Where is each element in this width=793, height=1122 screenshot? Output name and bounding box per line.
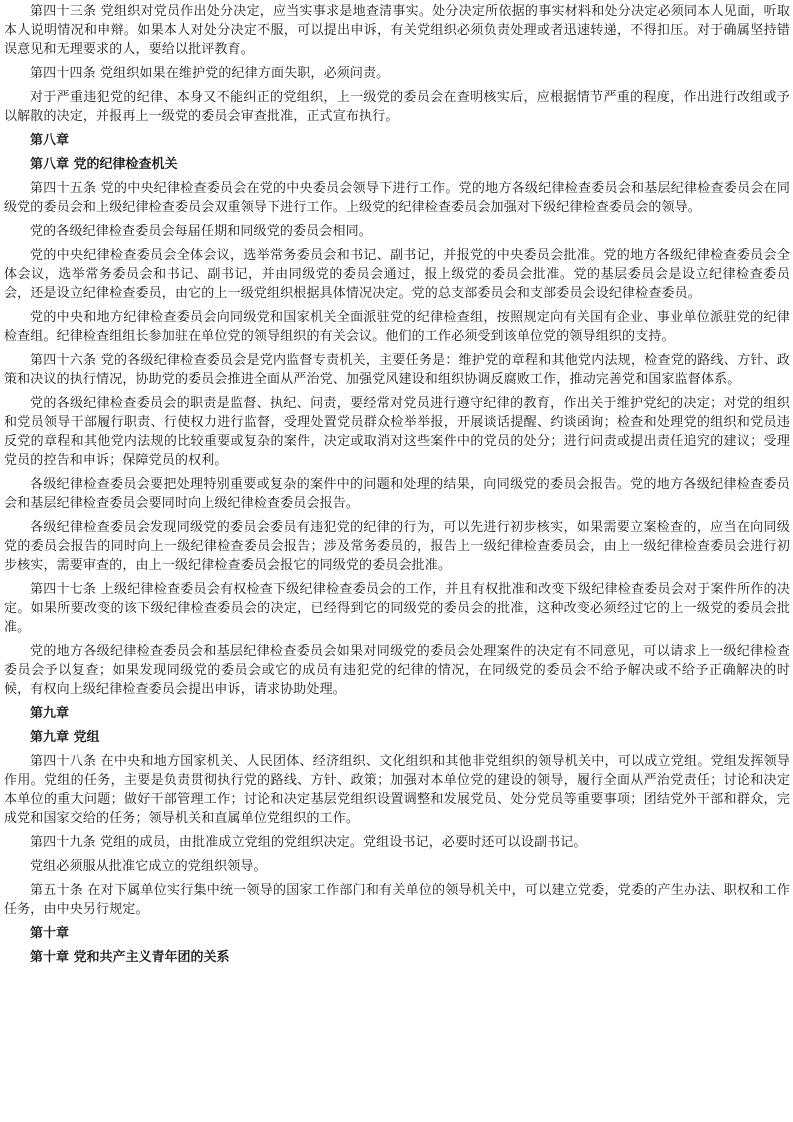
paragraph: 党组必须服从批准它成立的党组织领导。 xyxy=(30,859,267,874)
document-body xyxy=(4,2,790,972)
article-43: 第四十三条 党组织对党员作出处分决定，应当实事求是地查清事实。处分决定所依据的事实材料和处分决定必须同本人见面，听取本人说明情况和申辩。如果本人对处分决定不服，可以提出申诉，有关党组织必须负责处理或者迅速转递，不得扣压。对于确属坚持错误意见和无理要求的人，要给以批评教育。 xyxy=(4,4,790,57)
article-47: 第四十七条 上级纪律检查委员会有权检查下级纪律检查委员会的工作，并且有权批准和改变下级纪律检查委员会对于案件所作的决定。如果所要改变的该下级纪律检查委员会的决定，已经得到它的同级党的委员会的批准，这种改变必须经过它的上一级党的委员会批准。 xyxy=(4,582,790,635)
chapter-8-label: 第八章 xyxy=(30,133,70,148)
chapter-9-label: 第九章 xyxy=(30,706,70,721)
article-46: 第四十六条 党的各级纪律检查委员会是党内监督专责机关，主要任务是：维护党的章程和其他党内法规，检查党的路线、方针、政策和决议的执行情况，协助党的委员会推进全面从严治党、加强党风建设和组织协调反腐败工作，推动完善党和国家监督体系。 xyxy=(4,353,790,387)
article-49: 第四十九条 党组的成员，由批准成立党组的党组织决定。党组设书记，必要时还可以设副书记。 xyxy=(30,835,587,850)
paragraph: 各级纪律检查委员会发现同级党的委员会委员有违犯党的纪律的行为，可以先进行初步核实，如果需要立案检查的，应当在向同级党的委员会报告的同时向上一级纪律检查委员会报告；涉及常务委员的，报告上一级纪律检查委员会，由上一级纪律检查委员会进行初步核实，需要审查的，由上一级纪律检查委员会报它的同级党的委员会批准。 xyxy=(4,520,790,573)
paragraph: 党的各级纪律检查委员会每届任期和同级党的委员会相同。 xyxy=(30,224,372,239)
paragraph: 党的地方各级纪律检查委员会和基层纪律检查委员会如果对同级党的委员会处理案件的决定有不同意见，可以请求上一级纪律检查委员会予以复查；如果发现同级党的委员会或它的成员有违犯党的纪律的情况，在同级党的委员会不给予解决或不给予正确解决的时候，有权向上级纪律检查委员会提出申诉，请求协助处理。 xyxy=(4,644,790,697)
chapter-9-title: 第九章 党组 xyxy=(30,730,100,745)
paragraph: 各级纪律检查委员会要把处理特别重要或复杂的案件中的问题和处理的结果，向同级党的委员会报告。党的地方各级纪律检查委员会和基层纪律检查委员会要同时向上级纪律检查委员会报告。 xyxy=(4,477,790,511)
paragraph: 党的中央和地方纪律检查委员会向同级党和国家机关全面派驻党的纪律检查组，按照规定向有关国有企业、事业单位派驻党的纪律检查组。纪律检查组组长参加驻在单位党的领导组织的有关会议。他们的工作必须受到该单位党的领导组织的支持。 xyxy=(4,310,790,344)
chapter-8-title: 第八章 党的纪律检查机关 xyxy=(30,157,178,172)
paragraph: 党的各级纪律检查委员会的职责是监督、执纪、问责，要经常对党员进行遵守纪律的教育，作出关于维护党纪的决定；对党的组织和党员领导干部履行职责、行使权力进行监督，受理处置党员群众检举举报，开展谈话提醒、约谈函询；检查和处理党的组织和党员违反党的章程和其他党内法规的比较重要或复杂的案件，决定或取消对这些案件中的党员的处分；进行问责或提出责任追究的建议；受理党员的控告和申诉；保障党员的权利。 xyxy=(4,396,790,468)
article-48: 第四十八条 在中央和地方国家机关、人民团体、经济组织、文化组织和其他非党组织的领导机关中，可以成立党组。党组发挥领导作用。党组的任务，主要是负责贯彻执行党的路线、方针、政策；加强对本单位党的建设的领导，履行全面从严治党责任；讨论和决定本单位的重大问题；做好干部管理工作；讨论和决定基层党组织设置调整和发展党员、处分党员等重要事项；团结党外干部和群众，完成党和国家交给的任务；领导机关和直属单位党组织的工作。 xyxy=(4,754,790,826)
paragraph: 党的中央纪律检查委员会全体会议，选举常务委员会和书记、副书记，并报党的中央委员会批准。党的地方各级纪律检查委员会全体会议，选举常务委员会和书记、副书记，并由同级党的委员会通过，报上级党的委员会批准。党的基层委员会是设立纪律检查委员会，还是设立纪律检查委员，由它的上一级党组织根据具体情况决定。党的总支部委员会和支部委员会设纪律检查委员。 xyxy=(4,248,790,301)
chapter-10-label: 第十章 xyxy=(30,926,70,941)
article-50: 第五十条 在对下属单位实行集中统一领导的国家工作部门和有关单位的领导机关中，可以建立党委，党委的产生办法、职权和工作任务，由中央另行规定。 xyxy=(4,883,790,917)
article-45: 第四十五条 党的中央纪律检查委员会在党的中央委员会领导下进行工作。党的地方各级纪律检查委员会和基层纪律检查委员会在同级党的委员会和上级纪律检查委员会双重领导下进行工作。上级党的纪律检查委员会加强对下级纪律检查委员会的领导。 xyxy=(4,181,790,215)
chapter-10-title: 第十章 党和共产主义青年团的关系 xyxy=(30,950,230,965)
paragraph: 对于严重违犯党的纪律、本身又不能纠正的党组织，上一级党的委员会在查明核实后，应根据情节严重的程度，作出进行改组或予以解散的决定，并报再上一级党的委员会审查批准，正式宣布执行。 xyxy=(4,90,790,124)
article-44: 第四十四条 党组织如果在维护党的纪律方面失职，必须问责。 xyxy=(30,66,390,81)
